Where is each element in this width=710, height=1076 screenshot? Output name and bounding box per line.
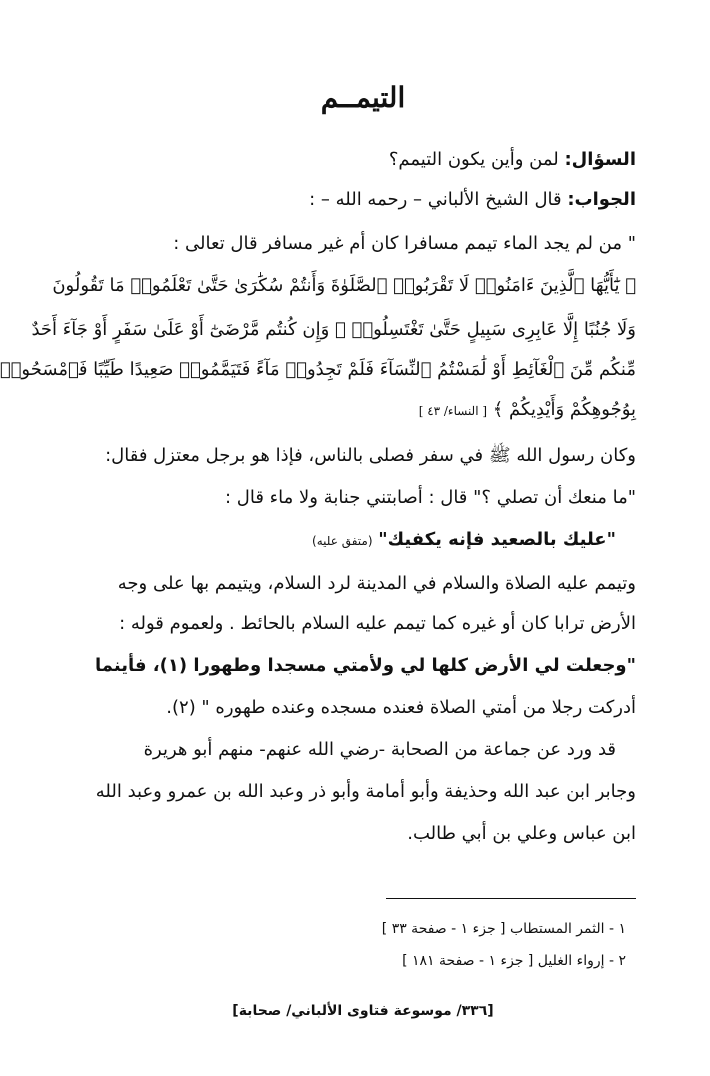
page-footer: [٣٣٦/ موسوعة فتاوى الألباني/ صحابة] bbox=[232, 1003, 494, 1019]
answer-text: قال الشيخ الألباني – رحمه الله – : bbox=[309, 189, 568, 210]
answer-label: الجواب: bbox=[567, 189, 636, 210]
paragraph-line: وكان رسول الله ﷺ في سفر فصلى بالناس، فإذا هو برجل معتزل فقال: bbox=[105, 445, 636, 466]
paragraph-line: ابن عباس وعلي بن أبي طالب. bbox=[407, 823, 636, 844]
verse-line bbox=[72, 396, 636, 425]
hadith-line: "وجعلت لي الأرض كلها لي ولأمتي مسجدا وطهورا (١)، فأينما bbox=[95, 655, 636, 676]
verse-text: بِوُجُوهِكُمْ وَأَيْدِيكُمْ ﴾ bbox=[492, 399, 636, 420]
question-line bbox=[72, 146, 636, 174]
verse-reference: [ النساء/ ٤٣ ] bbox=[418, 404, 488, 418]
paragraph-line: أدركت رجلا من أمتي الصلاة فعنده مسجده وعنده طهوره " (٢). bbox=[166, 697, 636, 718]
paragraph-line: قد ورد عن جماعة من الصحابة -رضي الله عنهم- منهم أبو هريرة bbox=[143, 739, 616, 760]
paragraph-line: وتيمم عليه الصلاة والسلام في المدينة لرد السلام، ويتيمم بها على وجه bbox=[117, 573, 636, 594]
answer-line bbox=[72, 186, 636, 214]
question-text: لمن وأين يكون التيمم؟ bbox=[388, 149, 565, 170]
verse-line: ﴿ يَٰٓأَيُّهَا ٱلَّذِينَ ءَامَنُوا۟ لَا تَقْرَبُوا۟ ٱلصَّلَوٰةَ وَأَنتُمْ سُكَٰرَىٰ حَتَّىٰ تَعْلَمُوا۟ مَا تَقُولُونَ bbox=[52, 275, 636, 296]
hadith-reference: (متفق عليه) bbox=[312, 534, 373, 548]
paragraph-line: "ما منعك أن تصلي ؟" قال : أصابتني جنابة ولا ماء قال : bbox=[225, 487, 636, 508]
intro-line: " من لم يجد الماء تيمم مسافرا كان أم غير مسافر قال تعالى : bbox=[173, 233, 636, 254]
question-label: السؤال: bbox=[564, 149, 636, 170]
verse-line: وَلَا جُنُبًا إِلَّا عَابِرِى سَبِيلٍ حَتَّىٰ تَغْتَسِلُوا۟ ۚ وَإِن كُنتُم مَّرْضَىٰٓ أَوْ عَلَىٰ سَفَرٍ أَوْ جَآءَ أَحَدٌ bbox=[31, 319, 636, 340]
paragraph-line: وجابر ابن عبد الله وحذيفة وأبو أمامة وأبو ذر وعبد الله بن عمرو وعبد الله bbox=[95, 781, 636, 802]
verse-line: مِّنكُم مِّنَ ٱلْغَآئِطِ أَوْ لَٰمَسْتُمُ ٱلنِّسَآءَ فَلَمْ تَجِدُوا۟ مَآءً فَتَيَمَّمُوا۟ صَعِيدًا طَيِّبًا فَٱمْسَحُوا۟ bbox=[0, 359, 636, 380]
footnote-divider bbox=[386, 898, 636, 899]
paragraph-line: الأرض ترابا كان أو غيره كما تيمم عليه السلام بالحائط . ولعموم قوله : bbox=[119, 613, 636, 634]
footnote: ٢ - إرواء الغليل [ جزء ١ - صفحة ١٨١ ] bbox=[402, 953, 626, 969]
footnote: ١ - الثمر المستطاب [ جزء ١ - صفحة ٣٣ ] bbox=[381, 921, 626, 937]
hadith-line bbox=[72, 526, 616, 555]
hadith-text: "عليك بالصعيد فإنه يكفيك" bbox=[378, 529, 616, 550]
page-title: التيمــم bbox=[320, 81, 406, 114]
